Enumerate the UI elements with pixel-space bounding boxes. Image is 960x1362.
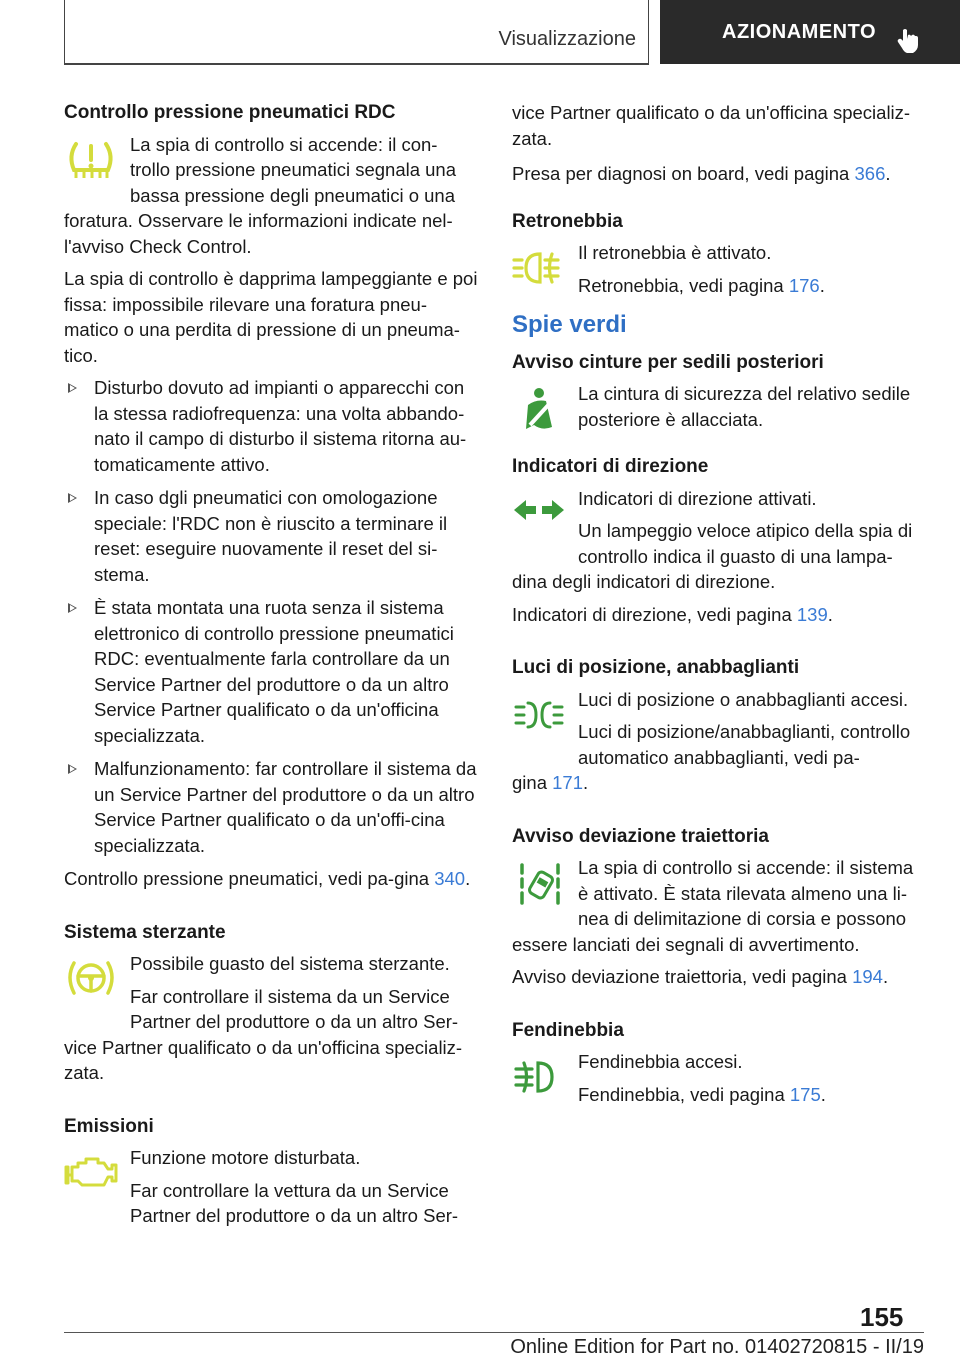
emissions-p2-line-a: Far controllare la vettura da un Service — [130, 1179, 449, 1201]
rear-fog-block — [512, 240, 924, 298]
rear-fog-title: Retronebbia — [512, 210, 623, 232]
rdc-title: Controllo pressione pneumatici RDC — [64, 102, 396, 123]
rear-fog-p1: Il retronebbia è attivato. — [578, 242, 772, 263]
turn-p2-line-c: dina degli indicatori di direzione. — [512, 571, 776, 592]
parking-lights-icon — [512, 691, 566, 741]
turn-p2-line-a: Un lampeggio veloce atipico della spia di — [578, 520, 913, 541]
list-item: È stata montata una ruota senza il sistema elettronico di controllo pressione pneumatici RDC: eventualmente farla controllare da un Service Partner del produttore o da un altro Service Partner qualificato o da un'officina specializzata. — [64, 595, 478, 748]
belts-block — [512, 381, 924, 432]
lights-page-link[interactable]: 171 — [552, 772, 583, 793]
turn-signal-icon — [512, 490, 566, 540]
engine-check-icon — [64, 1149, 118, 1199]
emissions-p2-line-b: Partner del produttore o da un altro Ser- — [130, 1205, 459, 1226]
lane-block — [512, 855, 924, 957]
steering-title: Sistema sterzante — [64, 921, 226, 943]
diag-ref-text: Presa per diagnosi on board, vedi pagina — [512, 163, 850, 184]
green-lights-heading: Spie verdi — [512, 311, 627, 338]
rdc-p1-line-a: La spia di controllo si accende: il con- — [130, 133, 438, 155]
front-fog-p1: Fendinebbia accesi. — [578, 1051, 743, 1072]
turn-title: Indicatori di direzione — [512, 456, 709, 477]
lane-p1-line-c: nea di delimitazione di corsia e possono — [578, 908, 907, 929]
lights-ref-text: gina — [512, 772, 547, 793]
steering-p2-line-c: vice Partner qualificato o da un'officina specializ-zata. — [64, 1036, 463, 1083]
front-fog-reference: Fendinebbia, vedi pagina 175. — [578, 1083, 826, 1105]
steering-p2-line-b: Partner del produttore o da un altro Ser- — [130, 1011, 459, 1032]
belts-p1: La cintura di sicurezza del relativo sedile posteriore è allacciata. — [578, 383, 911, 430]
steering-p1: Possibile guasto del sistema sterzante. — [130, 953, 450, 974]
rdc-p2: La spia di controllo è dapprima lampeggiante e poi fissa: impossibile rilevare una foratura pneu-matico o una perdita di pressione di un pneuma-tico. — [64, 268, 478, 366]
lights-p1: Luci di posizione o anabbaglianti accesi. — [578, 688, 909, 710]
turn-reference: Indicatori di direzione, vedi pagina 139. — [512, 603, 833, 625]
turn-ref-text: Indicatori di direzione, vedi pagina — [512, 603, 792, 625]
footer-edition: Online Edition for Part no. 01402720815 - II/19 — [510, 1336, 924, 1358]
tire-pressure-warning-icon — [64, 136, 118, 186]
lane-p1-line-b: è attivato. È stata rilevata almeno una li- — [578, 882, 908, 904]
footer-rule — [64, 1332, 924, 1333]
lane-page-link[interactable]: 194 — [852, 966, 883, 987]
rdc-p1-line-c: bassa pressione degli pneumatici o una — [130, 184, 455, 206]
header-rule-mid — [648, 0, 649, 64]
rdc-reference: Controllo pressione pneumatici, vedi pa-gina 340. — [64, 868, 471, 889]
steering-wheel-warning-icon — [64, 955, 118, 1005]
header-section: Visualizzazione — [498, 28, 636, 50]
rear-fog-page-link[interactable]: 176 — [788, 274, 820, 296]
right-column — [512, 100, 924, 1114]
front-fog-ref-text: Fendinebbia, vedi pagina — [578, 1083, 785, 1105]
emissions-p1: Funzione motore disturbata. — [130, 1147, 361, 1168]
lights-title: Luci di posizione, anabbaglianti — [512, 657, 800, 678]
seatbelt-icon — [512, 385, 566, 435]
front-fog-block — [512, 1049, 924, 1107]
turn-p1: Indicatori di direzione attivati. — [578, 487, 817, 509]
diag-reference: Presa per diagnosi on board, vedi pagina 366. — [512, 163, 891, 184]
lane-p1-line-a: La spia di controllo si accende: il sistema — [578, 857, 914, 878]
turn-p2-line-b: controllo indica il guasto di una lampa- — [578, 545, 893, 567]
emissions-continuation: vice Partner qualificato o da un'officina specializ-zata. — [512, 102, 911, 149]
rdc-page-link[interactable]: 340 — [434, 868, 466, 889]
list-item: Malfunzionamento: far controllare il sistema da un Service Partner del produttore o da un altro Service Partner qualificato o da un'offi-cina specializzata. — [64, 756, 478, 858]
front-fog-title: Fendinebbia — [512, 1019, 624, 1041]
rdc-ref-text: Controllo pressione pneumatici, vedi pa-gina — [64, 868, 430, 889]
lane-ref-text: Avviso deviazione traiettoria, vedi pagina — [512, 966, 847, 987]
lights-p2-line-c: gina 171. — [512, 772, 589, 793]
hand-pointer-icon — [896, 28, 920, 54]
lights-p2-line-b: automatico anabbaglianti, vedi pa- — [578, 746, 860, 768]
rdc-block — [64, 132, 478, 260]
lane-departure-icon — [512, 859, 566, 909]
steering-block — [64, 951, 478, 1086]
lane-title: Avviso deviazione traiettoria — [512, 825, 769, 847]
rear-fog-ref-text: Retronebbia, vedi pagina — [578, 274, 784, 296]
lane-reference: Avviso deviazione traiettoria, vedi pagina 194. — [512, 966, 889, 987]
header-chapter-label: AZIONAMENTO — [722, 20, 877, 43]
turn-block — [512, 486, 924, 595]
page-number: 155 — [860, 1302, 904, 1332]
diag-page-link[interactable]: 366 — [854, 163, 886, 184]
steering-p2-line-a: Far controllare il sistema da un Service — [130, 985, 450, 1007]
rdc-p1-line-d: foratura. Osservare le informazioni indicate nel-l'avviso Check Control. — [64, 210, 453, 257]
left-column — [64, 100, 478, 1229]
lights-p2-line-a: Luci di posizione/anabbaglianti, controllo — [578, 721, 911, 742]
lights-block — [512, 687, 924, 796]
emissions-block — [64, 1145, 478, 1229]
rdc-bullet-list — [64, 375, 478, 858]
list-item: Disturbo dovuto ad impianti o apparecchi con la stessa radiofrequenza: una volta abbando-nato il campo di disturbo il sistema ritorna au-tomaticamente attivo. — [64, 375, 478, 477]
lane-p1-line-d: essere lanciati dei segnali di avvertimento. — [512, 933, 860, 955]
belts-title: Avviso cinture per sedili posteriori — [512, 351, 824, 373]
rear-fog-light-icon — [512, 244, 566, 294]
emissions-title: Emissioni — [64, 1115, 154, 1137]
rear-fog-reference: Retronebbia, vedi pagina 176. — [578, 274, 825, 296]
rdc-p1-line-b: trollo pressione pneumatici segnala una — [130, 159, 457, 180]
header-rule-left — [64, 0, 65, 64]
front-fog-page-link[interactable]: 175 — [789, 1083, 821, 1105]
header-rule-bottom — [64, 63, 649, 65]
turn-page-link[interactable]: 139 — [796, 603, 828, 625]
list-item: In caso dgli pneumatici con omologazione speciale: l'RDC non è riuscito a terminare il reset: eseguire nuovamente il reset del si-stema. — [64, 485, 478, 587]
front-fog-light-icon — [512, 1053, 566, 1103]
